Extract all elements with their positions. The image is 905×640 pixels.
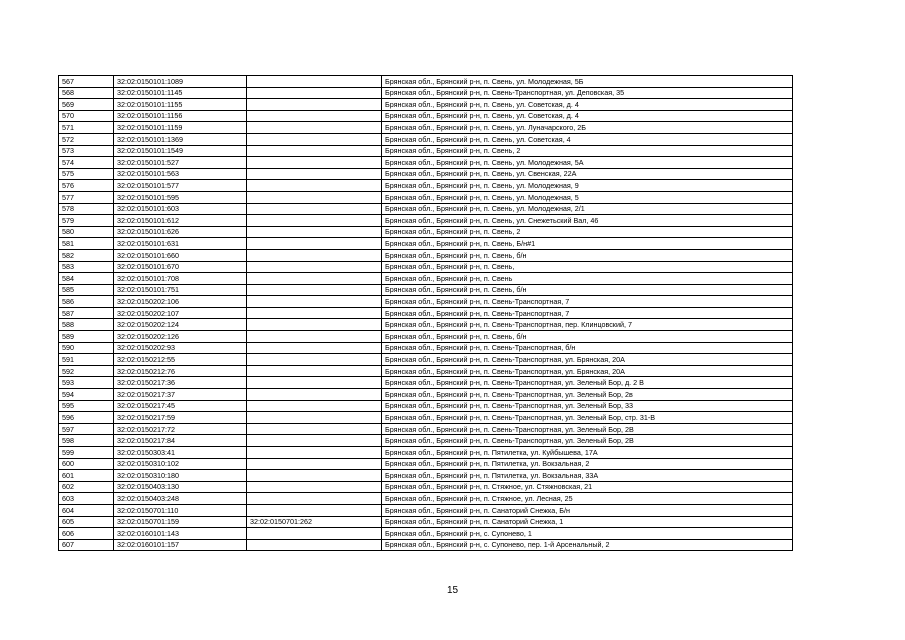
cadastral-number-cell: 32:02:0150217:36 (114, 377, 247, 389)
table-row (59, 238, 793, 250)
previous-cadastral-number-cell (247, 133, 382, 145)
address-cell: Брянская обл., Брянский р-н, п. Санаторий Снежка, 1 (382, 516, 793, 528)
cadastral-number-cell: 32:02:0150101:577 (114, 180, 247, 192)
row-number-cell: 591 (59, 354, 114, 366)
row-number-cell: 592 (59, 365, 114, 377)
cadastral-number-cell: 32:02:0150202:126 (114, 331, 247, 343)
cadastral-number-cell: 32:02:0150101:612 (114, 215, 247, 227)
previous-cadastral-number-cell (247, 76, 382, 88)
address-cell: Брянская обл., Брянский р-н, п. Свень, (382, 261, 793, 273)
previous-cadastral-number-cell (247, 319, 382, 331)
cadastral-number-cell: 32:02:0150101:527 (114, 157, 247, 169)
address-cell: Брянская обл., Брянский р-н, п. Пятилетка, ул. Вокзальная, 2 (382, 458, 793, 470)
row-number-cell: 573 (59, 145, 114, 157)
cadastral-number-cell: 32:02:0150303:41 (114, 447, 247, 459)
row-number-cell: 586 (59, 296, 114, 308)
cadastral-number-cell: 32:02:0150217:45 (114, 400, 247, 412)
cadastral-number-cell: 32:02:0150101:631 (114, 238, 247, 250)
table-row (59, 203, 793, 215)
cadastral-number-cell: 32:02:0150701:159 (114, 516, 247, 528)
row-number-cell: 568 (59, 87, 114, 99)
previous-cadastral-number-cell (247, 273, 382, 285)
row-number-cell: 595 (59, 400, 114, 412)
table-row (59, 400, 793, 412)
previous-cadastral-number-cell (247, 180, 382, 192)
address-cell: Брянская обл., Брянский р-н, п. Стяжное, ул. Лесная, 25 (382, 493, 793, 505)
cadastral-number-cell: 32:02:0150101:1159 (114, 122, 247, 134)
cadastral-number-cell: 32:02:0150101:626 (114, 226, 247, 238)
row-number-cell: 590 (59, 342, 114, 354)
cadastral-number-cell: 32:02:0150403:248 (114, 493, 247, 505)
row-number-cell: 575 (59, 168, 114, 180)
cadastral-number-cell: 32:02:0150101:1549 (114, 145, 247, 157)
row-number-cell: 607 (59, 539, 114, 551)
address-cell: Брянская обл., Брянский р-н, п. Санаторий Снежка, Б/н (382, 504, 793, 516)
address-cell: Брянская обл., Брянский р-н, п. Свень, ул. Молодежная, 5А (382, 157, 793, 169)
table-row (59, 273, 793, 285)
cadastral-number-cell: 32:02:0150101:595 (114, 191, 247, 203)
table-row (59, 261, 793, 273)
table-row (59, 87, 793, 99)
address-cell: Брянская обл., Брянский р-н, п. Свень, ул. Молодежная, 9 (382, 180, 793, 192)
address-cell: Брянская обл., Брянский р-н, п. Свень-Транспортная, ул. Брянская, 20А (382, 354, 793, 366)
cadastral-number-cell: 32:02:0150217:37 (114, 389, 247, 401)
address-cell: Брянская обл., Брянский р-н, п. Свень-Транспортная, ул. Зеленый Бор, 2В (382, 435, 793, 447)
cadastral-number-cell: 32:02:0150202:106 (114, 296, 247, 308)
cadastral-number-cell: 32:02:0150701:110 (114, 504, 247, 516)
table-row (59, 377, 793, 389)
address-cell: Брянская обл., Брянский р-н, п. Пятилетка, ул. Вокзальная, 33А (382, 470, 793, 482)
previous-cadastral-number-cell (247, 87, 382, 99)
table-row (59, 168, 793, 180)
table-row (59, 493, 793, 505)
previous-cadastral-number-cell (247, 470, 382, 482)
cadastral-number-cell: 32:02:0150217:59 (114, 412, 247, 424)
table-row (59, 331, 793, 343)
row-number-cell: 570 (59, 110, 114, 122)
previous-cadastral-number-cell (247, 458, 382, 470)
row-number-cell: 599 (59, 447, 114, 459)
table-row (59, 180, 793, 192)
table-row (59, 354, 793, 366)
address-cell: Брянская обл., Брянский р-н, п. Свень-Транспортная, 7 (382, 296, 793, 308)
previous-cadastral-number-cell (247, 528, 382, 540)
row-number-cell: 589 (59, 331, 114, 343)
row-number-cell: 569 (59, 99, 114, 111)
previous-cadastral-number-cell: 32:02:0150701:262 (247, 516, 382, 528)
row-number-cell: 598 (59, 435, 114, 447)
previous-cadastral-number-cell (247, 481, 382, 493)
cadastral-number-cell: 32:02:0150202:107 (114, 307, 247, 319)
cadastral-number-cell: 32:02:0150217:84 (114, 435, 247, 447)
row-number-cell: 577 (59, 191, 114, 203)
previous-cadastral-number-cell (247, 215, 382, 227)
table-row (59, 528, 793, 540)
row-number-cell: 604 (59, 504, 114, 516)
cadastral-number-cell: 32:02:0150310:180 (114, 470, 247, 482)
row-number-cell: 602 (59, 481, 114, 493)
table-row (59, 447, 793, 459)
address-cell: Брянская обл., Брянский р-н, п. Свень, б/н (382, 331, 793, 343)
previous-cadastral-number-cell (247, 307, 382, 319)
table-row (59, 284, 793, 296)
previous-cadastral-number-cell (247, 203, 382, 215)
row-number-cell: 571 (59, 122, 114, 134)
row-number-cell: 578 (59, 203, 114, 215)
address-cell: Брянская обл., Брянский р-н, п. Свень, ул. Советская, д. 4 (382, 99, 793, 111)
page-number: 15 (446, 585, 459, 596)
previous-cadastral-number-cell (247, 365, 382, 377)
previous-cadastral-number-cell (247, 423, 382, 435)
address-cell: Брянская обл., Брянский р-н, п. Свень, ул. Советская, д. 4 (382, 110, 793, 122)
address-cell: Брянская обл., Брянский р-н, п. Свень, ул. Свенская, 22А (382, 168, 793, 180)
cadastral-number-cell: 32:02:0150101:670 (114, 261, 247, 273)
row-number-cell: 567 (59, 76, 114, 88)
cadastral-number-cell: 32:02:0150101:1369 (114, 133, 247, 145)
previous-cadastral-number-cell (247, 296, 382, 308)
row-number-cell: 605 (59, 516, 114, 528)
address-cell: Брянская обл., Брянский р-н, п. Свень, ул. Советская, 4 (382, 133, 793, 145)
row-number-cell: 574 (59, 157, 114, 169)
address-cell: Брянская обл., Брянский р-н, п. Свень, ул. Луначарского, 2Б (382, 122, 793, 134)
previous-cadastral-number-cell (247, 400, 382, 412)
cadastral-number-cell: 32:02:0150101:1145 (114, 87, 247, 99)
address-cell: Брянская обл., Брянский р-н, п. Свень-Транспортная, ул. Зеленый Бор, д. 2 В (382, 377, 793, 389)
previous-cadastral-number-cell (247, 504, 382, 516)
records-table (58, 75, 793, 551)
row-number-cell: 606 (59, 528, 114, 540)
table-row (59, 110, 793, 122)
previous-cadastral-number-cell (247, 331, 382, 343)
address-cell: Брянская обл., Брянский р-н, п. Свень-Транспортная, ул. Брянская, 20А (382, 365, 793, 377)
row-number-cell: 581 (59, 238, 114, 250)
row-number-cell: 584 (59, 273, 114, 285)
cadastral-number-cell: 32:02:0150101:1156 (114, 110, 247, 122)
address-cell: Брянская обл., Брянский р-н, п. Свень-Транспортная, 7 (382, 307, 793, 319)
row-number-cell: 588 (59, 319, 114, 331)
table-row (59, 365, 793, 377)
cadastral-number-cell: 32:02:0150202:93 (114, 342, 247, 354)
cadastral-number-cell: 32:02:0150101:751 (114, 284, 247, 296)
cadastral-number-cell: 32:02:0150101:1089 (114, 76, 247, 88)
table-row (59, 296, 793, 308)
address-cell: Брянская обл., Брянский р-н, с. Супонево, пер. 1-й Арсенальный, 2 (382, 539, 793, 551)
address-cell: Брянская обл., Брянский р-н, п. Свень-Транспортная, пер. Клинцовский, 7 (382, 319, 793, 331)
previous-cadastral-number-cell (247, 447, 382, 459)
row-number-cell: 585 (59, 284, 114, 296)
address-cell: Брянская обл., Брянский р-н, п. Свень (382, 273, 793, 285)
cadastral-number-cell: 32:02:0150212:55 (114, 354, 247, 366)
table-row (59, 435, 793, 447)
address-cell: Брянская обл., Брянский р-н, п. Свень-Транспортная, ул. Деповская, 35 (382, 87, 793, 99)
table-row (59, 226, 793, 238)
cadastral-number-cell: 32:02:0150101:660 (114, 249, 247, 261)
previous-cadastral-number-cell (247, 191, 382, 203)
previous-cadastral-number-cell (247, 377, 382, 389)
row-number-cell: 594 (59, 389, 114, 401)
table-row (59, 215, 793, 227)
row-number-cell: 597 (59, 423, 114, 435)
cadastral-number-cell: 32:02:0150310:102 (114, 458, 247, 470)
previous-cadastral-number-cell (247, 284, 382, 296)
row-number-cell: 572 (59, 133, 114, 145)
address-cell: Брянская обл., Брянский р-н, п. Свень, ул. Снежетьский Вал, 46 (382, 215, 793, 227)
address-cell: Брянская обл., Брянский р-н, п. Свень, 2 (382, 226, 793, 238)
table-row (59, 319, 793, 331)
cadastral-number-cell: 32:02:0150212:76 (114, 365, 247, 377)
row-number-cell: 579 (59, 215, 114, 227)
table-row (59, 516, 793, 528)
row-number-cell: 601 (59, 470, 114, 482)
address-cell: Брянская обл., Брянский р-н, п. Свень, 2 (382, 145, 793, 157)
table-row (59, 307, 793, 319)
previous-cadastral-number-cell (247, 354, 382, 366)
previous-cadastral-number-cell (247, 226, 382, 238)
previous-cadastral-number-cell (247, 389, 382, 401)
table-row (59, 133, 793, 145)
address-cell: Брянская обл., Брянский р-н, п. Свень-Транспортная, ул. Зеленый Бор, 2в (382, 389, 793, 401)
cadastral-number-cell: 32:02:0160101:143 (114, 528, 247, 540)
table-row (59, 145, 793, 157)
address-cell: Брянская обл., Брянский р-н, п. Свень-Транспортная, ул. Зеленый Бор, стр. 31-В (382, 412, 793, 424)
cadastral-number-cell: 32:02:0150101:603 (114, 203, 247, 215)
table-row (59, 539, 793, 551)
row-number-cell: 587 (59, 307, 114, 319)
previous-cadastral-number-cell (247, 110, 382, 122)
address-cell: Брянская обл., Брянский р-н, п. Свень, б/н (382, 284, 793, 296)
cadastral-number-cell: 32:02:0150101:563 (114, 168, 247, 180)
address-cell: Брянская обл., Брянский р-н, с. Супонево, 1 (382, 528, 793, 540)
address-cell: Брянская обл., Брянский р-н, п. Свень, ул. Молодежная, 5Б (382, 76, 793, 88)
table-row (59, 481, 793, 493)
address-cell: Брянская обл., Брянский р-н, п. Свень, ул. Молодежная, 2/1 (382, 203, 793, 215)
table-row (59, 412, 793, 424)
previous-cadastral-number-cell (247, 145, 382, 157)
previous-cadastral-number-cell (247, 157, 382, 169)
row-number-cell: 600 (59, 458, 114, 470)
address-cell: Брянская обл., Брянский р-н, п. Свень-Транспортная, б/н (382, 342, 793, 354)
table-row (59, 157, 793, 169)
previous-cadastral-number-cell (247, 435, 382, 447)
cadastral-number-cell: 32:02:0160101:157 (114, 539, 247, 551)
row-number-cell: 582 (59, 249, 114, 261)
previous-cadastral-number-cell (247, 99, 382, 111)
cadastral-number-cell: 32:02:0150101:1155 (114, 99, 247, 111)
previous-cadastral-number-cell (247, 493, 382, 505)
row-number-cell: 583 (59, 261, 114, 273)
previous-cadastral-number-cell (247, 249, 382, 261)
row-number-cell: 580 (59, 226, 114, 238)
previous-cadastral-number-cell (247, 238, 382, 250)
address-cell: Брянская обл., Брянский р-н, п. Свень, ул. Молодежная, 5 (382, 191, 793, 203)
row-number-cell: 603 (59, 493, 114, 505)
address-cell: Брянская обл., Брянский р-н, п. Стяжное, ул. Стяжновская, 21 (382, 481, 793, 493)
previous-cadastral-number-cell (247, 412, 382, 424)
cadastral-number-cell: 32:02:0150101:708 (114, 273, 247, 285)
table-row (59, 389, 793, 401)
table-row (59, 122, 793, 134)
row-number-cell: 576 (59, 180, 114, 192)
previous-cadastral-number-cell (247, 122, 382, 134)
table-row (59, 249, 793, 261)
address-cell: Брянская обл., Брянский р-н, п. Свень, Б/н#1 (382, 238, 793, 250)
table-row (59, 99, 793, 111)
table-row (59, 76, 793, 88)
table-row (59, 504, 793, 516)
row-number-cell: 596 (59, 412, 114, 424)
cadastral-number-cell: 32:02:0150403:130 (114, 481, 247, 493)
table-row (59, 470, 793, 482)
table-row (59, 191, 793, 203)
cadastral-number-cell: 32:02:0150202:124 (114, 319, 247, 331)
table-row (59, 342, 793, 354)
address-cell: Брянская обл., Брянский р-н, п. Свень, б/н (382, 249, 793, 261)
row-number-cell: 593 (59, 377, 114, 389)
table-row (59, 423, 793, 435)
address-cell: Брянская обл., Брянский р-н, п. Пятилетка, ул. Куйбышева, 17А (382, 447, 793, 459)
table-row (59, 458, 793, 470)
address-cell: Брянская обл., Брянский р-н, п. Свень-Транспортная, ул. Зеленый Бор, 33 (382, 400, 793, 412)
previous-cadastral-number-cell (247, 168, 382, 180)
address-cell: Брянская обл., Брянский р-н, п. Свень-Транспортная, ул. Зеленый Бор, 2В (382, 423, 793, 435)
previous-cadastral-number-cell (247, 261, 382, 273)
previous-cadastral-number-cell (247, 342, 382, 354)
previous-cadastral-number-cell (247, 539, 382, 551)
cadastral-number-cell: 32:02:0150217:72 (114, 423, 247, 435)
records-table-body (59, 76, 793, 551)
